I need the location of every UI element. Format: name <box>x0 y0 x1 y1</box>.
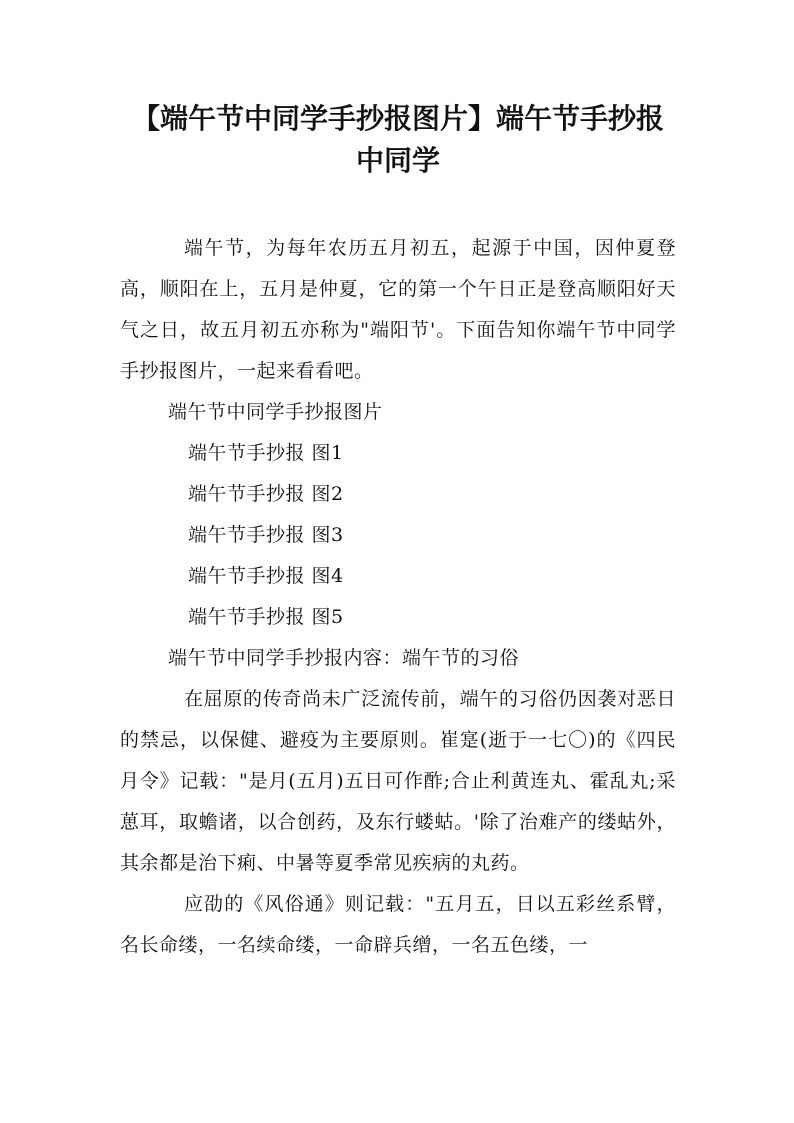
fengsu-paragraph: 应劭的《风俗通》则记载："五月五，日以五彩丝系臂，名长命缕，一名续命缕，一命辟兵缯，一名五色缕，一 <box>120 893 676 956</box>
image-caption-4: 端午节手抄报 图4 <box>188 565 344 587</box>
image-caption-3: 端午节手抄报 图3 <box>188 524 344 546</box>
document-body <box>120 228 676 966</box>
image-caption-5: 端午节手抄报 图5 <box>188 606 344 628</box>
image-caption-2: 端午节手抄报 图2 <box>188 483 344 505</box>
intro-paragraph: 端午节，为每年农历五月初五，起源于中国，因仲夏登高，顺阳在上，五月是仲夏，它的第一个午日正是登高顺阳好天气之日，故五月初五亦称为"端阳节'。下面告知你端午节中同学手抄报图片，一起来看看吧。 <box>120 237 676 382</box>
section-heading-images: 端午节中同学手抄报图片 <box>168 401 383 423</box>
document-title: 【端午节中同学手抄报图片】端午节手抄报中同学 <box>131 102 664 177</box>
image-caption-1: 端午节手抄报 图1 <box>188 442 344 464</box>
customs-paragraph: 在屈原的传奇尚未广泛流传前，端午的习俗仍因袭对恶日的禁忌，以保健、避疫为主要原则。崔寔(逝于一七〇)的《四民月令》记载："是月(五月)五日可作酢;合止利黄连丸、霍乱丸;采葸耳，取蟾诸，以合创药，及东行蝼蛄。'除了治难产的缕蛄外，其余都是治下痢、中暑等夏季常见疾病的丸药。 <box>120 688 676 874</box>
section-heading-content: 端午节中同学手抄报内容：端午节的习俗 <box>168 647 520 669</box>
